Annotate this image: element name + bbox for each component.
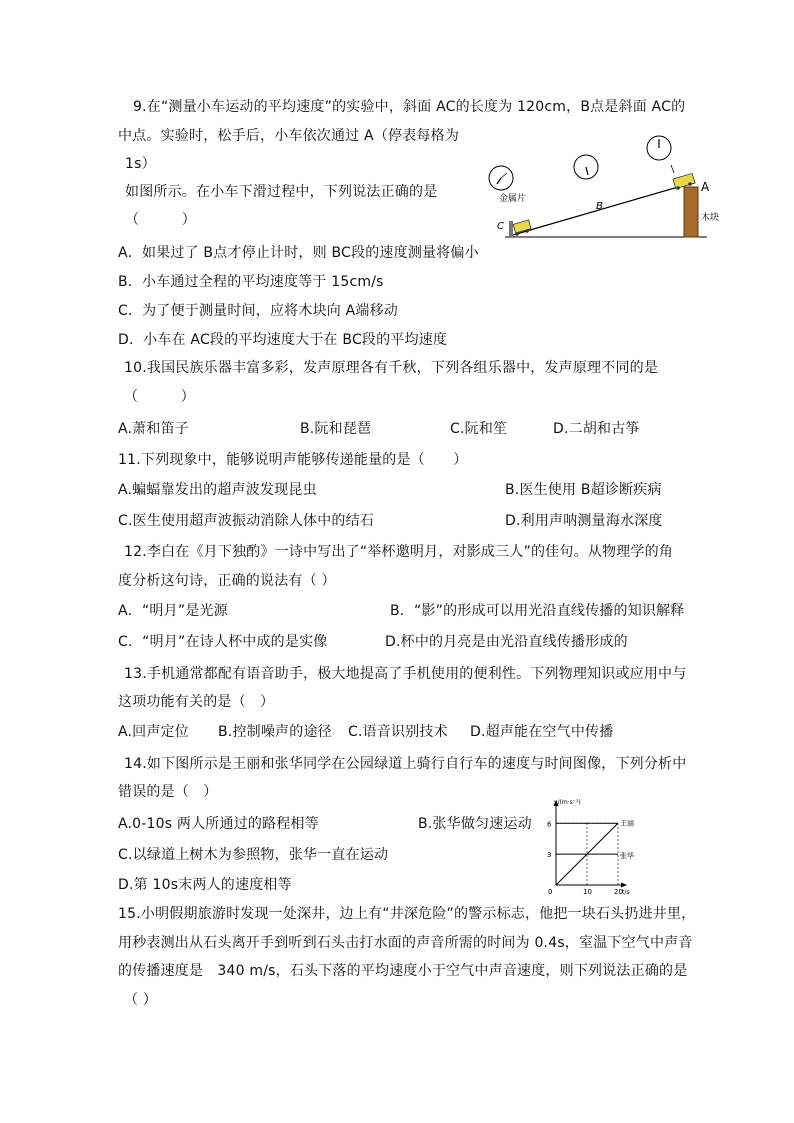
q13-stem-line1: 13.手机通常都配有语音助手，极大地提高了手机使用的便利性。下列物理知识或应用中与 xyxy=(124,666,687,682)
q10-option-b: B.阮和琵琶 xyxy=(300,421,372,437)
q14-stem-line1: 14.如下图所示是王丽和张华同学在公园绿道上骑行自行车的速度与时间图像，下列分析中 xyxy=(124,756,687,772)
q12-option-a: A．“明月”是光源 xyxy=(118,603,228,619)
q12-stem-line2: 度分析这句诗，正确的说法有（ ） xyxy=(118,573,336,589)
q11-option-a: A.蝙蝠靠发出的超声波发现昆虫 xyxy=(118,482,317,498)
q9-option-b: B．小车通过全程的平均速度等于 15cm/s xyxy=(118,274,384,290)
q10-answer-blank: （ ） xyxy=(124,389,195,405)
q9-stem-line4: 如图所示。在小车下滑过程中，下列说法正确的是 xyxy=(125,184,438,200)
metal-plate xyxy=(509,221,513,237)
x-axis-arrow xyxy=(621,883,627,888)
q11-stem: 11.下列现象中，能够说明声能够传递能量的是（ ） xyxy=(118,452,468,468)
q9-option-a: A．如果过了 B点才停止计时，则 BC段的速度测量将偏小 xyxy=(118,245,479,261)
wood-block xyxy=(684,187,698,237)
q9-option-d: D．小车在 AC段的平均速度大于在 BC段的平均速度 xyxy=(118,332,448,348)
label-wood-block: 木块 xyxy=(701,213,720,223)
q15-stem-line1: 15.小明假期旅游时发现一处深井，边上有“井深危险”的警示标志，他把一块石头扔进井里， xyxy=(118,906,696,922)
q13-stem-line2: 这项功能有关的是（ ） xyxy=(118,694,275,710)
label-point-c: C xyxy=(497,221,504,232)
q13-option-b: B.控制噪声的途径 xyxy=(218,724,332,740)
q13-option-a: A.回声定位 xyxy=(118,724,189,740)
series-label-zhanghua: 张华 xyxy=(620,852,634,861)
q10-option-c: C.阮和笙 xyxy=(450,421,508,437)
y-axis-label: v/(m·s⁻¹) xyxy=(554,799,581,806)
x-axis-label: t/s xyxy=(622,889,630,895)
q12-option-d: D.杯中的月亮是由光沿直线传播形成的 xyxy=(385,634,628,650)
x-tick-label: 10 xyxy=(583,888,592,895)
x-tick-label: 0 xyxy=(548,888,553,895)
x-tick-label: 20 xyxy=(614,888,623,895)
label-point-a: A xyxy=(701,180,710,194)
q14-option-a: A.0-10s 两人所通过的路程相等 xyxy=(118,816,319,832)
q9-stem-line3: 1s） xyxy=(125,156,156,172)
y-tick-label: 6 xyxy=(547,820,552,829)
series-label-wangli: 王丽 xyxy=(620,819,634,828)
q12-option-b: B．“影”的形成可以用光沿直线传播的知识解释 xyxy=(390,603,685,619)
q15-stem-line3: 的传播速度是 340 m/s，石头下落的平均速度小于空气中声音速度，则下列说法正确的是 xyxy=(118,963,688,979)
q11-option-d: D.利用声呐测量海水深度 xyxy=(505,513,663,529)
q14-option-b: B.张华做匀速运动 xyxy=(418,816,532,832)
q15-stem-line2: 用秒表测出从石头离开手到听到石头击打水面的声音所需的时间为 0.4s，室温下空气中声音 xyxy=(118,935,693,951)
stopwatch-b-icon xyxy=(574,155,598,179)
q10-stem: 10.我国民族乐器丰富多彩，发声原理各有千秋，下列各组乐器中，发声原理不同的是 xyxy=(124,360,659,376)
y-tick-label: 3 xyxy=(547,851,552,860)
q9-answer-blank: （ ） xyxy=(125,212,196,228)
q10-option-a: A.萧和笛子 xyxy=(118,421,189,437)
q15-answer-blank: （ ） xyxy=(124,992,158,1008)
q9-stem-line1: 9.在“测量小车运动的平均速度”的实验中，斜面 AC的长度为 120cm，B点是斜面 AC的 xyxy=(133,99,686,115)
q9-stem-line2: 中点。实验时，松手后，小车依次通过 A（停表每格为 xyxy=(118,128,460,144)
q13-option-c: C.语音识别技术 xyxy=(348,724,448,740)
label-point-b: B xyxy=(596,201,603,212)
q14-velocity-time-chart xyxy=(538,795,638,895)
q14-stem-line2: 错误的是（ ） xyxy=(118,784,218,800)
stopwatch-c-icon xyxy=(489,166,513,190)
cart-at-c xyxy=(513,220,531,236)
q13-option-d: D.超声能在空气中传播 xyxy=(470,724,614,740)
q11-option-c: C.医生使用超声波振动消除人体中的结石 xyxy=(118,513,375,529)
q11-option-b: B.医生使用 B超诊断疾病 xyxy=(505,482,662,498)
label-metal-plate: 金属片 xyxy=(499,194,527,204)
q14-option-d: D.第 10s末两人的速度相等 xyxy=(118,877,292,893)
q10-option-d: D.二胡和古筝 xyxy=(553,421,640,437)
q14-option-c: C.以绿道上树木为参照物，张华一直在运动 xyxy=(118,847,389,863)
q9-option-c: C．为了便于测量时间，应将木块向 A端移动 xyxy=(118,303,399,319)
q12-stem-line1: 12.李白在《月下独酌》一诗中写出了“举杯邀明月，对影成三人”的佳句。从物理学的角 xyxy=(124,544,673,560)
stopwatch-a-icon xyxy=(647,136,671,160)
q12-option-c: C．“明月”在诗人杯中成的是实像 xyxy=(118,634,328,650)
q9-incline-figure xyxy=(485,125,725,243)
